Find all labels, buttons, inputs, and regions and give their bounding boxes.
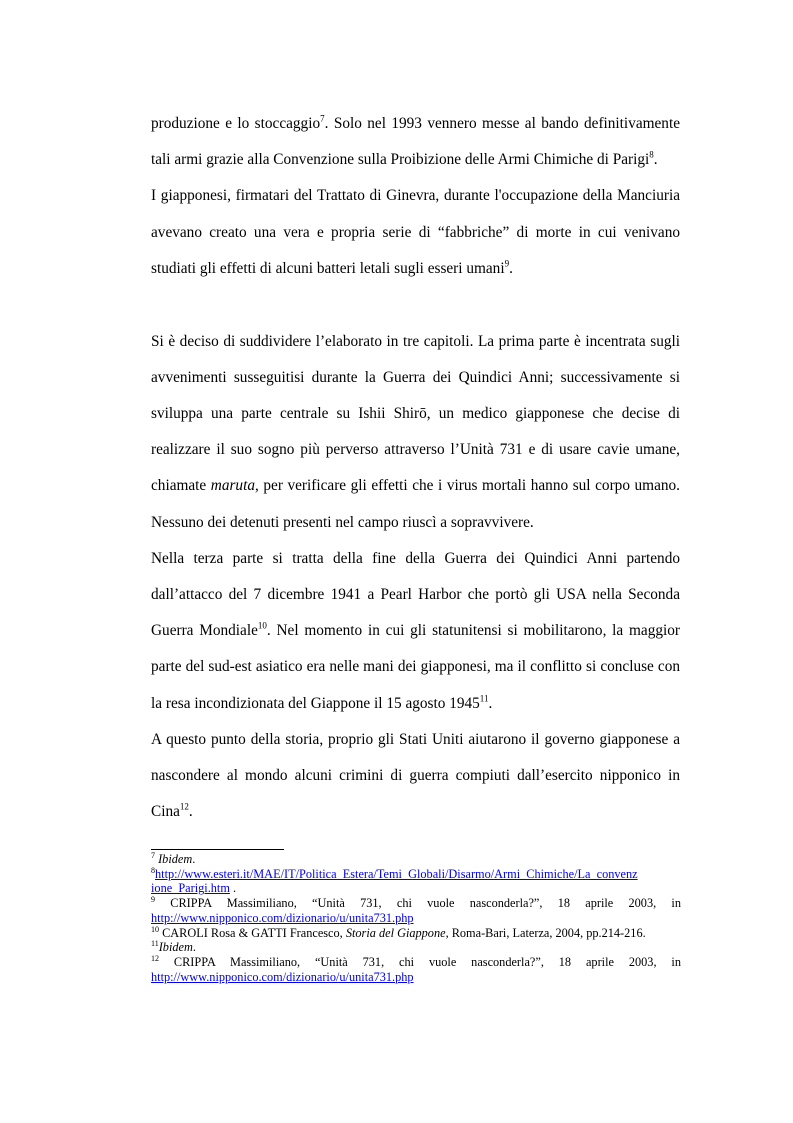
paragraph-1-line-1 [151, 106, 680, 142]
footnote-9-link-line [151, 911, 681, 926]
text: . [229, 881, 237, 896]
text: tali armi grazie alla Convenzione sulla Proibizione delle Armi Chimiche di Parigi [151, 151, 650, 169]
text: produzione e lo stoccaggio [151, 115, 321, 132]
footnote-number: 11 [151, 939, 159, 949]
footnote-ref-10[interactable]: 10 [257, 620, 267, 631]
text: A questo punto della storia, proprio gli Stati Uniti aiutarono il governo giapponese a nascondere al mondo alcuni crimini di guerra compiuti dall’esercito nipponico in Cina [151, 730, 680, 821]
text: . [188, 803, 193, 821]
footnote-12-link-line [151, 970, 681, 985]
text: , per verificare gli effetti che i virus mortali hanno sul corpo umano. Nessuno dei detenuti presenti nel campo riuscì a sopravvivere. [151, 477, 680, 531]
footnote-number: 8 [151, 865, 155, 875]
paragraph-5 [151, 722, 680, 831]
footnote-9 [151, 896, 681, 911]
paragraph-2 [151, 178, 680, 287]
text: CRIPPA Massimiliano, “Unità 731, chi vuole nasconderla?”, 18 aprile 2003, in [159, 954, 681, 969]
text: . Nel momento in cui gli statunitensi si mobilitarono, la maggior parte del sud-est asiatico era nelle mani dei giapponesi, ma il conflitto si concluse con la resa incondizionata del Giappone il 15 agosto 1945 [151, 622, 680, 712]
footnote-link[interactable]: http://www.nipponico.com/dizionario/u/unita731.php [151, 910, 414, 925]
italic-term: Ibidem [158, 852, 193, 866]
text: I giapponesi, firmatari del Trattato di Ginevra, durante l'occupazione della Manciuria avevano creato una vera e propria serie di “fabbriche” di morte in cui venivano studiati gli effetti di alcuni batteri letali sugli esseri umani [151, 187, 680, 277]
text: . [653, 151, 658, 169]
footnote-8-line-2 [151, 881, 681, 896]
text: . Solo nel 1993 vennero messe al bando definitivamente [324, 115, 680, 132]
text: . [192, 852, 196, 866]
footnotes [151, 852, 681, 984]
footnote-number: 9 [151, 895, 155, 905]
footnote-link[interactable]: http://www.nipponico.com/dizionario/u/unita731.php [151, 969, 414, 984]
italic-term: maruta [210, 477, 255, 495]
footnote-link[interactable]: ione_Parigi.htm [151, 881, 230, 896]
footnote-8-line-1 [151, 867, 681, 882]
italic-term: Storia del Giappone [345, 925, 446, 940]
text: Si è deciso di suddividere l’elaborato in tre capitoli. La prima parte è incentrata sugli avvenimenti susseguitisi durante la Guerra dei Quindici Anni; successivamente si sviluppa una parte centrale su Ishii Shirō, un medico giapponese che decise di realizzare il suo sogno più perverso attraverso l’Unità 731 e di usare cavie umane, chiamate [151, 332, 680, 495]
footnote-12 [151, 955, 681, 970]
footnote-ref-9[interactable]: 9 [504, 258, 510, 269]
text: . [192, 940, 196, 955]
text: . [488, 694, 493, 712]
footnote-link[interactable]: http://www.esteri.it/MAE/IT/Politica_Estera/Temi_Globali/Disarmo/Armi_Chimiche/La_convenz [155, 866, 638, 881]
footnote-ref-8[interactable]: 8 [649, 149, 654, 160]
footnote-11 [151, 940, 681, 955]
footnote-ref-7[interactable]: 7 [320, 113, 325, 124]
text: , Roma-Bari, Laterza, 2004, pp.214-216. [445, 925, 646, 940]
footnote-number: 10 [151, 924, 159, 934]
paragraph-4 [151, 541, 680, 722]
footnote-ref-11[interactable]: 11 [479, 693, 489, 704]
footnote-number: 12 [151, 954, 159, 964]
text: CRIPPA Massimiliano, “Unità 731, chi vuole nasconderla?”, 18 aprile 2003, in [155, 896, 681, 911]
footnote-separator [151, 849, 284, 850]
italic-term: Ibidem [158, 940, 193, 955]
footnote-ref-12[interactable]: 12 [179, 801, 189, 812]
text: . [509, 259, 513, 277]
footnote-7 [151, 852, 681, 867]
footnote-10 [151, 926, 681, 941]
text: Nella terza parte si tratta della fine della Guerra dei Quindici Anni partendo dall’attacco del 7 dicembre 1941 a Pearl Harbor che portò gli USA nella Seconda Guerra Mondiale [151, 549, 680, 640]
body-text [151, 106, 680, 830]
text: CAROLI Rosa & GATTI Francesco, [159, 925, 346, 940]
paragraph-3 [151, 324, 680, 541]
footnote-number: 7 [151, 851, 155, 861]
paragraph-spacer [151, 287, 680, 324]
paragraph-1-line-2 [151, 142, 680, 178]
